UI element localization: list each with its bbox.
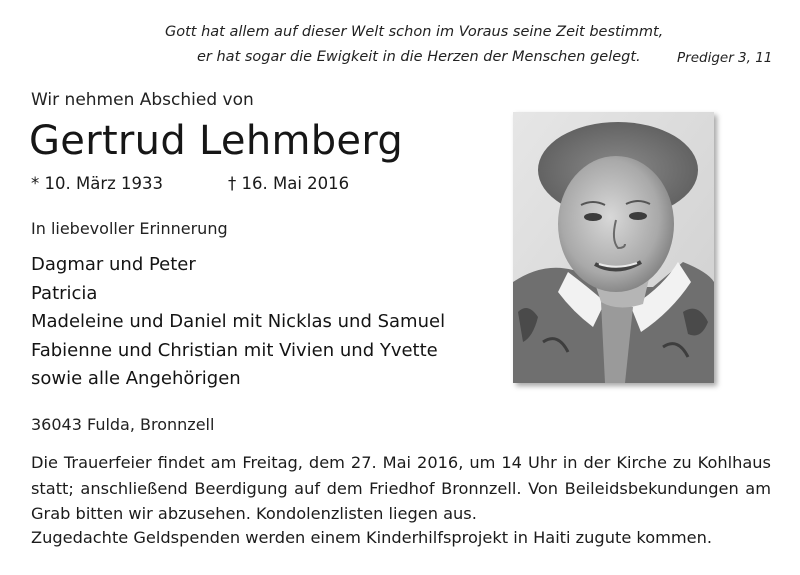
deceased-name: Gertrud Lehmberg	[29, 118, 404, 164]
intro-text: Wir nehmen Abschied von	[31, 90, 254, 110]
family-list	[31, 251, 445, 394]
family-member: Fabienne und Christian mit Vivien und Yvette	[31, 339, 438, 361]
place-text: 36043 Fulda, Bronnzell	[31, 415, 215, 434]
family-member: Madeleine und Daniel mit Nicklas und Samuel	[31, 311, 446, 332]
death-date: † 16. Mai 2016	[228, 174, 350, 193]
donation-text: Zugedachte Geldspenden werden einem Kinderhilfsprojekt in Haiti zugute kommen.	[31, 528, 713, 547]
quote-line-2: er hat sogar die Ewigkeit in die Herzen der Menschen gelegt.	[197, 49, 641, 65]
family-member: Patricia	[31, 282, 98, 304]
ceremony-text: Die Trauerfeier findet am Freitag, dem 27. Mai 2016, um 14 Uhr in der Kirche zu Kohlhaus statt; anschließend Beerdigung auf dem Friedhof Bronnzell. Von Beileidsbekundungen am Grab bitten wir abzusehen. Kondolenzlisten liegen aus.	[31, 453, 771, 523]
family-member: Dagmar und Peter	[31, 254, 196, 275]
quote-reference: Prediger 3, 11	[677, 50, 773, 66]
quote-line-1: Gott hat allem auf dieser Welt schon im Voraus seine Zeit bestimmt,	[165, 24, 664, 40]
memory-label: In liebevoller Erinnerung	[31, 219, 228, 238]
birth-date: * 10. März 1933	[31, 174, 164, 193]
portrait-photo	[513, 112, 714, 383]
family-member: sowie alle Angehörigen	[31, 368, 241, 389]
